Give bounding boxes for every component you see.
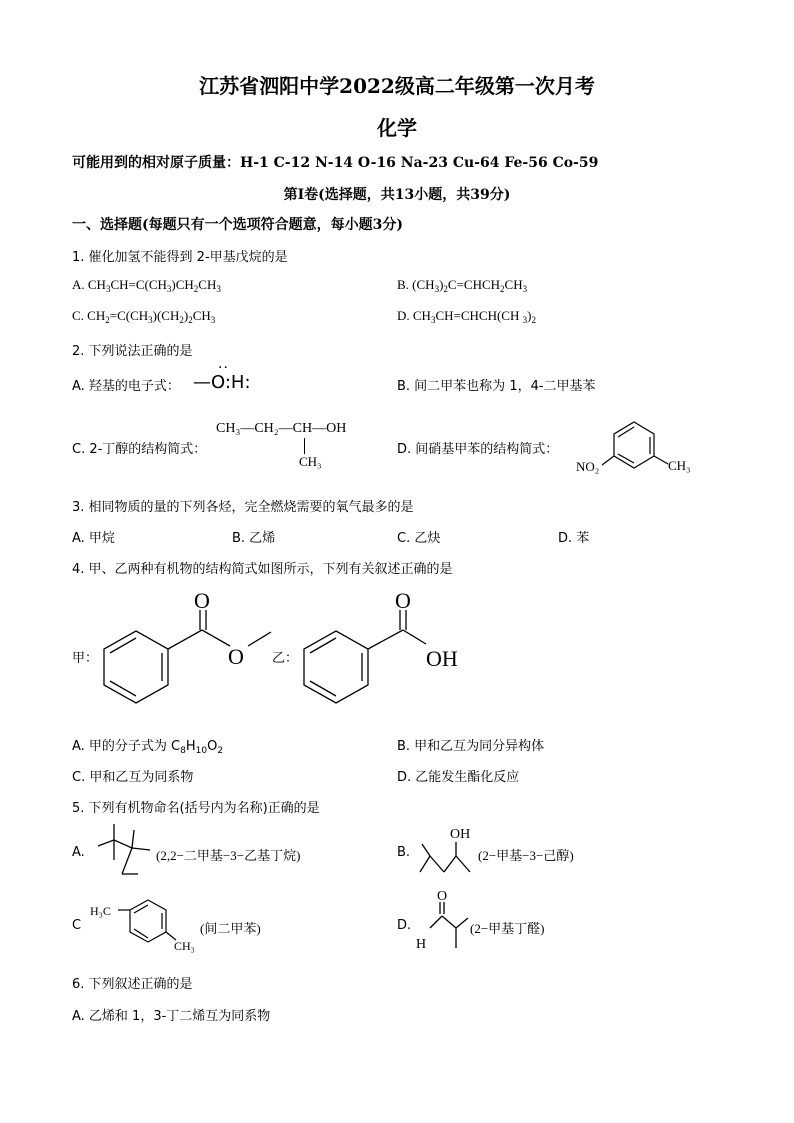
q5d-skeletal-structure [412, 886, 474, 956]
q5d-h: H [416, 937, 427, 952]
q5c-methyl-left: H₃C [90, 904, 111, 918]
q2-option-a: A. 羟基的电子式： [72, 379, 180, 394]
butanol-branch-bond [304, 438, 305, 454]
q4-option-a: A. 甲的分子式为 $C_8H_{10}O_2$ [72, 739, 224, 756]
q2-stem: 2. 下列说法正确的是 [72, 344, 193, 359]
section-heading: 一、选择题(每题只有一个选项符合题意，每小题3分) [72, 217, 403, 233]
exam-title: 江苏省泗阳中学2022级高二年级第一次月考 [199, 74, 595, 98]
benzoic-acid-structure [292, 582, 492, 707]
q5b-name: (2−甲基−3−己醇) [478, 848, 574, 863]
q5-label-b: B. [397, 845, 411, 860]
q6-option-a: A. 乙烯和 1，3-丁二烯互为同系物 [72, 1009, 271, 1024]
methyl-label: CH₃ [668, 458, 691, 473]
q1-option-b: B. $(CH_3)_2C=CHCH_2CH_3$ [397, 277, 528, 294]
q4-option-c: C. 甲和乙互为同系物 [72, 770, 194, 785]
q5c-name: (间二甲苯) [200, 921, 261, 936]
q5d-o: O [437, 889, 448, 904]
q3-option-c: C. 乙炔 [397, 531, 441, 546]
nitro-label: NO₂ [576, 459, 600, 474]
q3-stem: 3. 相同物质的量的下列各烃，完全燃烧需要的氧气最多的是 [72, 500, 414, 515]
hydroxyl-oh: OH [426, 646, 458, 671]
nitrotoluene-structure [568, 410, 718, 482]
q3-option-a: A. 甲烷 [72, 531, 115, 546]
atomic-masses: 可能用到的相对原子质量：H-1 C-12 N-14 O-16 Na-23 Cu-64 Fe-56 Co-59 [72, 155, 599, 171]
q4-option-b: B. 甲和乙互为同分异构体 [397, 739, 545, 754]
subject-title: 化学 [377, 116, 417, 140]
q2-option-c: C. 2-丁醇的结构简式： [72, 442, 207, 457]
q5a-skeletal-structure [94, 820, 158, 878]
butanol-branch-methyl: CH₃ [299, 454, 322, 469]
q1-option-a: A. $CH_3CH=C(CH_3)CH_2CH_3$ [72, 277, 221, 294]
q5-label-c: C [72, 918, 82, 933]
q5-stem: 5. 下列有机物命名(括号内为名称)正确的是 [72, 801, 320, 816]
carbonyl-o: O [194, 588, 210, 613]
q5-label-d: D. [397, 918, 412, 933]
q6-stem: 6. 下列叙述正确的是 [72, 977, 193, 992]
q3-option-b: B. 乙烯 [232, 531, 276, 546]
q4-stem: 4. 甲、乙两种有机物的结构简式如图所示，下列有关叙述正确的是 [72, 562, 453, 577]
q5c-methyl-right: CH₃ [174, 939, 195, 953]
q2-option-d: D. 间硝基甲苯的结构简式： [397, 442, 559, 457]
q2-option-b: B. 间二甲苯也称为 1，4-二甲基苯 [397, 379, 596, 394]
methyl-benzoate-structure [90, 582, 290, 707]
q1-option-c: C. $CH_2=C(CH_3)(CH_2)_2CH_3$ [72, 308, 216, 325]
q5-label-a: A. [72, 845, 85, 860]
yi-label: 乙： [272, 651, 299, 666]
q5d-name: (2−甲基丁醛) [470, 921, 545, 936]
q5b-oh: OH [450, 827, 471, 842]
q5c-structure [88, 894, 202, 956]
acid-carbonyl-o: O [395, 588, 411, 613]
q1-stem: 1. 催化加氢不能得到 2-甲基戊烷的是 [72, 250, 288, 265]
volume-heading: 第Ⅰ卷(选择题，共13小题，共39分) [283, 187, 511, 203]
q5a-name: (2,2−二甲基−3−乙基丁烷) [156, 848, 301, 863]
q3-option-d: D. 苯 [558, 531, 590, 546]
ester-o: O [228, 644, 244, 669]
q1-option-d: D. $CH_3CH=CHCH(CH$ $_3)_2$ [397, 308, 536, 325]
q4-option-d: D. 乙能发生酯化反应 [397, 770, 520, 785]
hydroxyl-dots: ·· [218, 360, 229, 376]
butanol-structure: CH₃—CH₂—CH—OH [216, 421, 347, 436]
hydroxyl-electron-formula: —O:H: [193, 372, 251, 393]
jia-label: 甲： [72, 651, 99, 666]
q5b-skeletal-structure [412, 822, 482, 878]
